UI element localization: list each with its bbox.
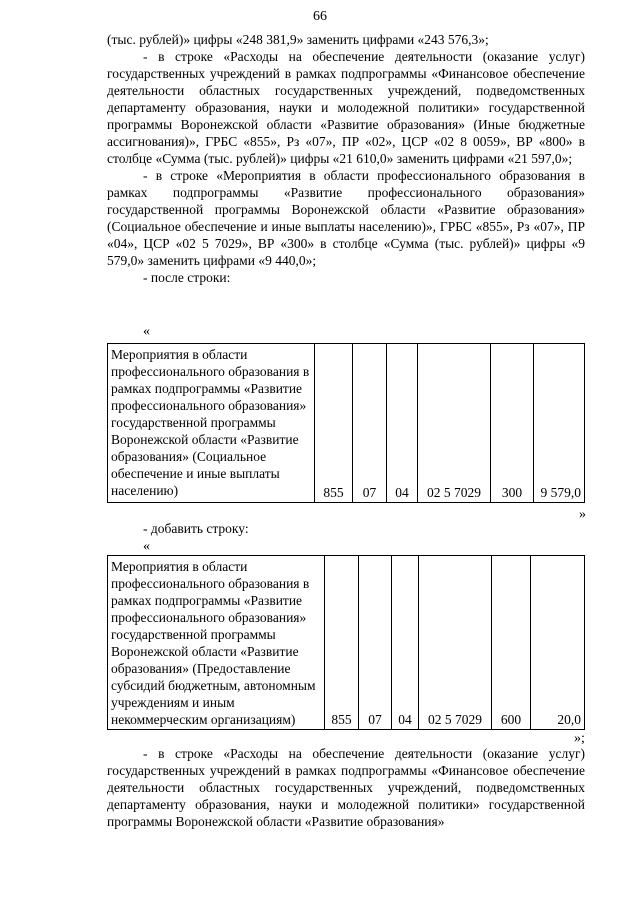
open-quote-1: « [143, 324, 150, 339]
add-row-label: - добавить строку: [143, 521, 249, 536]
pr-cell: 04 [387, 344, 418, 503]
top-text [107, 31, 585, 286]
sum-cell: 20,0 [531, 556, 585, 730]
table-added-row [107, 555, 585, 730]
close-quote-2: »; [574, 731, 585, 746]
grbs-cell: 855 [315, 344, 353, 503]
open-quote-2: « [143, 539, 150, 554]
paragraph-continuation: (тыс. рублей)» цифры «248 381,9» заменить цифрами «243 576,3»; [107, 32, 489, 47]
paragraph-professional-education-change: - в строке «Мероприятия в области профессионального образования в рамках подпрограммы «Развитие профессионального образования» государственной программы Воронежской области «Развитие образования» (Социальное обеспечение и иные выплаты населению)», ГРБС «855», Рз «07», ПР «04», ЦСР «02 5 7029», ВР «300» в столбце «Сумма (тыс. рублей)» цифры «9 579,0» заменить цифрами «9 440,0»; [107, 168, 585, 268]
row-name-cell: Мероприятия в области профессионального образования в рамках подпрограммы «Развитие профессионального образования» государственной программы Воронежской области «Развитие образования» (Предоставление субсидий бюджетным, автономным учреждениям и иным некоммерческим организациям) [108, 556, 325, 730]
pr-cell: 04 [392, 556, 419, 730]
row-name-cell: Мероприятия в области профессионального образования в рамках подпрограммы «Развитие профессионального образования» государственной программы Воронежской области «Развитие образования» (Социальное обеспечение и иные выплаты населению) [108, 344, 315, 503]
csr-cell: 02 5 7029 [419, 556, 492, 730]
rz-cell: 07 [359, 556, 392, 730]
bottom-text [107, 745, 585, 830]
table-existing-row [107, 343, 585, 503]
vr-cell: 300 [491, 344, 534, 503]
rz-cell: 07 [353, 344, 387, 503]
vr-cell: 600 [492, 556, 531, 730]
page-number: 66 [313, 9, 327, 24]
paragraph-expenses-change: - в строке «Расходы на обеспечение деятельности (оказание услуг) государственных учреждений в рамках подпрограммы «Финансовое обеспечение деятельности областных государственных учреждений, подведомственных департаменту образования, науки и молодежной политики» государственной программы Воронежской области «Развитие образования» (Иные бюджетные ассигнования)», ГРБС «855», Рз «07», ПР «02», ЦСР «02 8 0059», ВР «800» в столбце «Сумма (тыс. рублей)» цифры «21 610,0» заменить цифрами «21 597,0»; [107, 49, 585, 166]
sum-cell: 9 579,0 [534, 344, 585, 503]
paragraph-expenses-second: - в строке «Расходы на обеспечение деятельности (оказание услуг) государственных учреждений в рамках подпрограммы «Финансовое обеспечение деятельности областных государственных учреждений, подведомственных департаменту образования, науки и молодежной политики» государственной программы Воронежской области «Развитие образования» [107, 746, 585, 829]
grbs-cell: 855 [325, 556, 359, 730]
csr-cell: 02 5 7029 [418, 344, 491, 503]
paragraph-after-row: - после строки: [143, 270, 231, 285]
close-quote-1: » [579, 507, 586, 522]
table-row [108, 556, 585, 730]
table-row [108, 344, 585, 503]
